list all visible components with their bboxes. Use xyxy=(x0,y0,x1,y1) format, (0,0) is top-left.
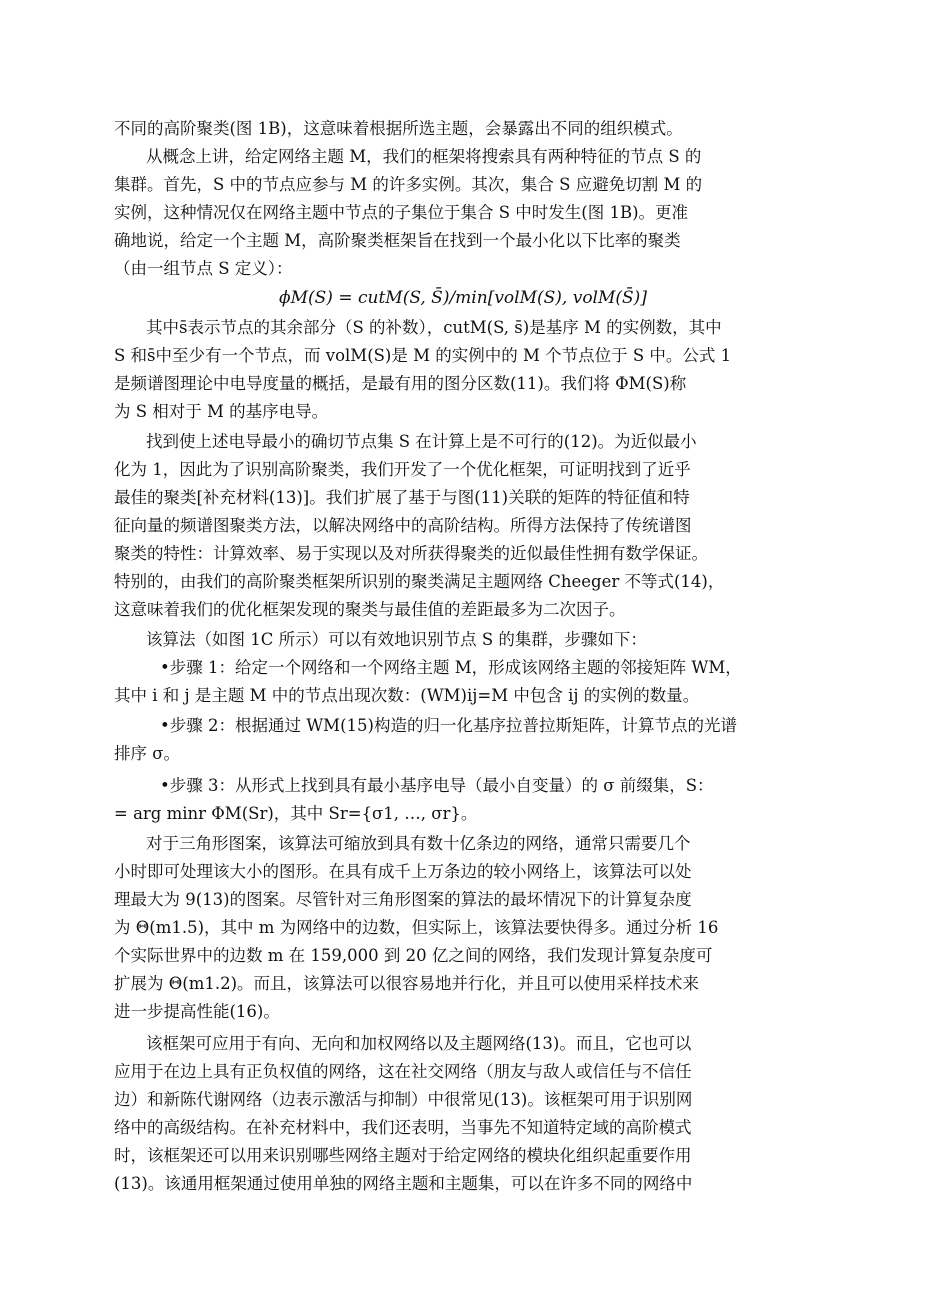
paragraph-line: 对于三角形图案，该算法可缩放到具有数十亿条边的网络，通常只需要几个 xyxy=(146,834,691,853)
paragraph-line: 找到使上述电导最小的确切节点集 S 在计算上是不可行的(12)。为近似最小 xyxy=(146,432,697,451)
paragraph-line: （由一组节点 S 定义）： xyxy=(114,259,293,278)
paragraph-line: 确地说，给定一个主题 M，高阶聚类框架旨在找到一个最小化以下比率的聚类 xyxy=(114,231,681,250)
paragraph-line: 聚类的特性：计算效率、易于实现以及对所获得聚类的近似最佳性拥有数学保证。 xyxy=(114,544,708,563)
paragraph-line: 为 S 相对于 M 的基序电导。 xyxy=(114,402,329,421)
conductance-formula: ϕM(S) = cutM(S, S̄)/min[volM(S), volM(S̄)] xyxy=(279,288,647,308)
step-line: = arg minr ΦM(Sr)，其中 Sr={σ1, …, σr}。 xyxy=(114,804,478,823)
paragraph-line: 特别的，由我们的高阶聚类框架所识别的聚类满足主题网络 Cheeger 不等式(14)， xyxy=(114,572,725,591)
paragraph-line: 为 Θ(m1.5)，其中 m 为网络中的边数，但实际上，该算法要快得多。通过分析 16 xyxy=(114,918,719,937)
paragraph-line: 络中的高级结构。在补充材料中，我们还表明，当事先不知道特定域的高阶模式 xyxy=(114,1118,692,1137)
paragraph-line: (13)。该通用框架通过使用单独的网络主题和主题集，可以在许多不同的网络中 xyxy=(114,1174,693,1193)
paragraph-line: 其中s̄表示节点的其余部分（S 的补数），cutM(S, s̄)是基序 M 的实例数，其中 xyxy=(146,318,722,337)
step-line: 其中 i 和 j 是主题 M 中的节点出现次数：(WM)ij=M 中包含 ij 的实例的数量。 xyxy=(114,686,700,705)
paragraph-line: 进一步提高性能(16)。 xyxy=(114,1002,280,1021)
paragraph-line: 从概念上讲，给定网络主题 M，我们的框架将搜索具有两种特征的节点 S 的 xyxy=(146,147,702,166)
paragraph-line: 个实际世界中的边数 m 在 159,000 到 20 亿之间的网络，我们发现计算复杂度可 xyxy=(114,946,713,965)
step-line: 排序 σ。 xyxy=(114,744,181,763)
paragraph-line: 集群。首先，S 中的节点应参与 M 的许多实例。其次，集合 S 应避免切割 M 的 xyxy=(114,175,703,194)
paragraph-line: 边）和新陈代谢网络（边表示激活与抑制）中很常见(13)。该框架可用于识别网 xyxy=(114,1090,693,1109)
paragraph-line: 时，该框架还可以用来识别哪些网络主题对于给定网络的模块化组织起重要作用 xyxy=(114,1146,692,1165)
paragraph-line: 该算法（如图 1C 所示）可以有效地识别节点 S 的集群，步骤如下： xyxy=(146,630,647,649)
paragraph-line: 这意味着我们的优化框架发现的聚类与最佳值的差距最多为二次因子。 xyxy=(114,600,626,619)
step-line: •步骤 3：从形式上找到具有最小基序电导（最小自变量）的 σ 前缀集，S： xyxy=(160,776,714,795)
step-line: •步骤 2：根据通过 WM(15)构造的归一化基序拉普拉斯矩阵，计算节点的光谱 xyxy=(160,716,737,735)
paragraph-line: 征向量的频谱图聚类方法，以解决网络中的高阶结构。所得方法保持了传统谱图 xyxy=(114,516,692,535)
paragraph-line: 小时即可处理该大小的图形。在具有成千上万条边的较小网络上，该算法可以处 xyxy=(114,862,692,881)
paragraph-line: 化为 1，因此为了识别高阶聚类，我们开发了一个优化框架，可证明找到了近乎 xyxy=(114,460,691,479)
paragraph-line: 该框架可应用于有向、无向和加权网络以及主题网络(13)。而且，它也可以 xyxy=(146,1034,692,1053)
paragraph-line: 实例，这种情况仅在网络主题中节点的子集位于集合 S 中时发生(图 1B)。更准 xyxy=(114,203,689,222)
paragraph-line: 不同的高阶聚类(图 1B)，这意味着根据所选主题，会暴露出不同的组织模式。 xyxy=(114,119,683,138)
paragraph-line: S 和s̄中至少有一个节点，而 volM(S)是 M 的实例中的 M 个节点位于 S 中。公式 1 xyxy=(114,346,732,365)
paragraph-line: 最佳的聚类[补充材料(13)]。我们扩展了基于与图(11)关联的矩阵的特征值和特 xyxy=(114,488,690,507)
paragraph-line: 是频谱图理论中电导度量的概括，是最有用的图分区数(11)。我们将 ΦM(S)称 xyxy=(114,374,687,393)
paragraph-line: 扩展为 Θ(m1.2)。而且，该算法可以很容易地并行化，并且可以使用采样技术来 xyxy=(114,974,700,993)
paragraph-line: 应用于在边上具有正负权值的网络，这在社交网络（朋友与敌人或信任与不信任 xyxy=(114,1062,692,1081)
step-line: •步骤 1：给定一个网络和一个网络主题 M，形成该网络主题的邻接矩阵 WM， xyxy=(160,658,742,677)
paragraph-line: 理最大为 9(13)的图案。尽管针对三角形图案的算法的最坏情况下的计算复杂度 xyxy=(114,890,692,909)
